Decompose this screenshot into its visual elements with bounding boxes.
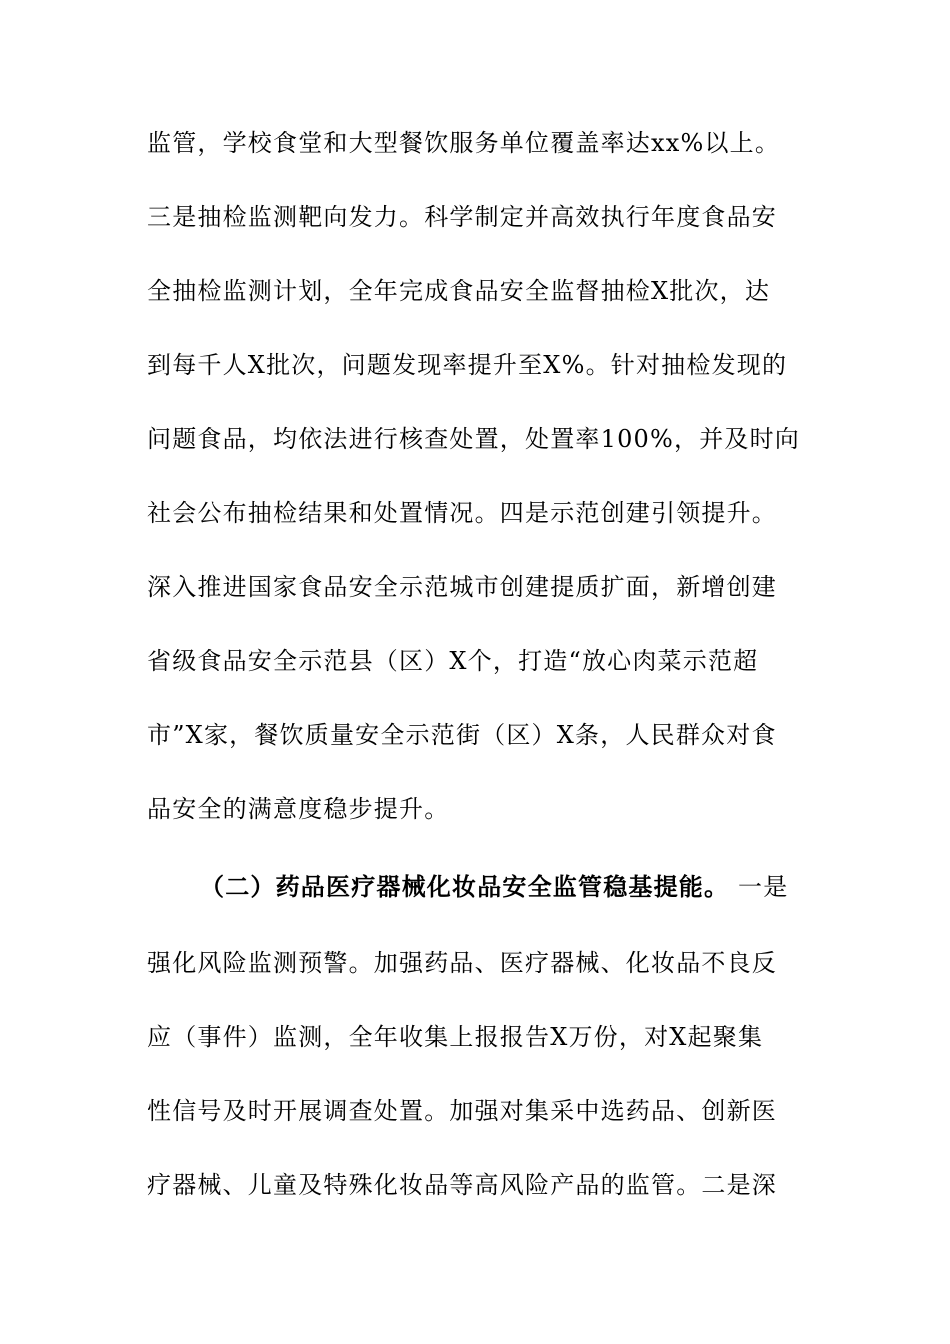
- section-heading: （二）药品医疗器械化妆品安全监管稳基提能。: [200, 872, 730, 901]
- section-heading-line: [200, 872, 807, 902]
- paragraph-line: 品安全的满意度稳步提升。: [147, 795, 450, 823]
- paragraph-line: 全抽检监测计划，全年完成食品安全监督抽检X批次，达: [147, 277, 771, 305]
- paragraph-line: 省级食品安全示范县（区）X个，打造“放心肉菜示范超: [147, 647, 759, 675]
- paragraph-line: 监管，学校食堂和大型餐饮服务单位覆盖率达xx%以上。: [147, 129, 781, 157]
- paragraph-line: 强化风险监测预警。加强药品、医疗器械、化妆品不良反: [147, 949, 777, 977]
- section-heading-tail: 一是: [729, 873, 789, 901]
- paragraph-line: 市”X家，餐饮质量安全示范街（区）X条，人民群众对食: [147, 721, 777, 749]
- paragraph-line: 深入推进国家食品安全示范城市创建提质扩面，新增创建: [147, 573, 777, 601]
- paragraph-line: 社会公布抽检结果和处置情况。四是示范创建引领提升。: [147, 499, 777, 527]
- paragraph-line: 到每千人X批次，问题发现率提升至X%。针对抽检发现的: [147, 351, 788, 379]
- paragraph-line: 问题食品，均依法进行核查处置，处置率100%，并及时向: [147, 425, 801, 453]
- paragraph-line: 疗器械、儿童及特殊化妆品等高风险产品的监管。二是深: [147, 1171, 777, 1199]
- paragraph-line: 性信号及时开展调查处置。加强对集采中选药品、创新医: [147, 1097, 777, 1125]
- paragraph-line: 三是抽检监测靶向发力。科学制定并高效执行年度食品安: [147, 203, 777, 231]
- paragraph-line: 应（事件）监测，全年收集上报报告X万份，对X起聚集: [147, 1023, 764, 1051]
